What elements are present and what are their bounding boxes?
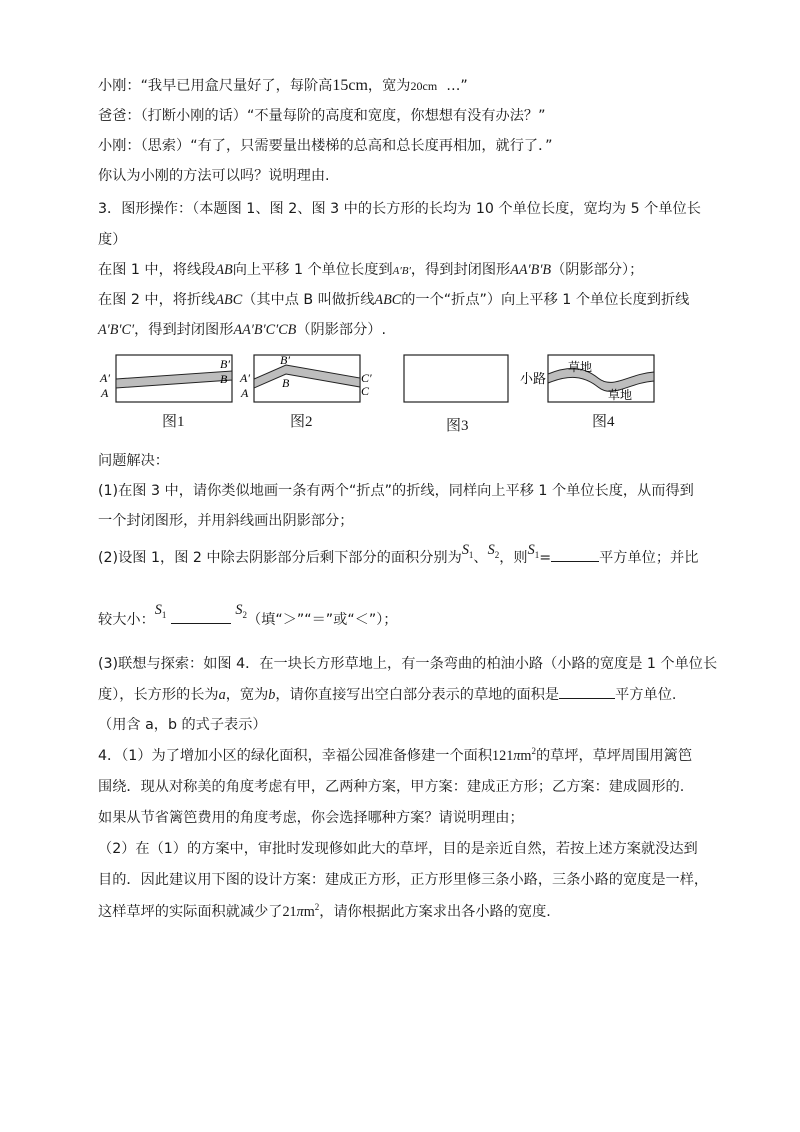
part2-line-2: [98, 602, 398, 631]
math-term: A′B′: [392, 265, 411, 277]
math-s1: [462, 542, 474, 558]
fig2-label-b: B: [282, 376, 290, 390]
q4-line-6: [98, 902, 551, 923]
part1-line-1: (1)在图 3 中，请你类似地画一条有两个“折点”的折线，同样向上平移 1 个单位长度，从而得到: [98, 483, 694, 499]
text-segment: 在图 2 中，将折线: [98, 292, 216, 308]
math-subscript: 2: [242, 610, 247, 620]
area-value: 121: [492, 748, 514, 764]
text-segment: ，宽为: [367, 78, 411, 94]
text-segment: （阴影部分）；: [551, 262, 644, 278]
fig2-label-c: C: [361, 384, 370, 398]
text-segment: ，请你直接写出空白部分表示的草地的面积是: [275, 687, 560, 703]
part3-line-3: （用含 a，b 的式子表示）: [98, 717, 267, 733]
math-superscript: 2: [314, 902, 320, 912]
math-var-a: a: [218, 687, 226, 703]
math-symbol: S: [487, 542, 495, 558]
figure-row: [98, 352, 678, 432]
text-segment: 向上平移 1 个单位长度到: [232, 262, 393, 278]
text-segment: ，请你根据此方案求出各小路的宽度.: [319, 904, 551, 920]
math-unit: m: [303, 904, 315, 920]
width-value: 20cm: [410, 79, 438, 93]
fig2-label-a-prime: A′: [240, 371, 250, 385]
text-segment: =: [539, 550, 552, 566]
math-subscript: 1: [534, 550, 540, 560]
math-superscript: 2: [531, 746, 536, 756]
math-pi: π: [513, 748, 521, 764]
text-segment: ，宽为: [225, 687, 269, 703]
fig3-caption: 图3: [446, 418, 469, 434]
text-segment: 较大小：: [98, 612, 155, 628]
fig1-caption: 图1: [162, 414, 185, 430]
question-line: 你认为小刚的方法可以吗？说明理由.: [98, 168, 330, 184]
dialogue-line-1: [98, 76, 468, 96]
math-symbol: S: [527, 542, 535, 558]
math-pi: π: [296, 904, 304, 920]
text-segment: …”: [446, 78, 468, 94]
math-s2: [488, 542, 500, 558]
q4-line-2: 围绕．现从对称美的角度考虑有甲，乙两种方案，甲方案：建成正方形；乙方案：建成圆形的.: [98, 779, 685, 795]
q4-line-1: [98, 746, 692, 767]
q4-line-5: 目的．因此建议用下图的设计方案：建成正方形，正方形里修三条小路，三条小路的宽度是一样，: [98, 872, 709, 888]
text-segment: ，则: [499, 550, 528, 566]
solve-title: 问题解决：: [98, 453, 169, 469]
math-symbol: S: [154, 602, 162, 618]
math-unit: m: [520, 748, 532, 764]
fig1-label-b-prime: B′: [220, 357, 230, 371]
text-segment: 、: [473, 550, 488, 566]
math-subscript: 2: [494, 550, 500, 560]
math-term: A′B′C′: [98, 322, 135, 338]
figures-svg: [98, 352, 678, 432]
area-value: 21: [282, 904, 297, 920]
text-segment: 的草坪，草坪周围用篱笆: [535, 748, 693, 764]
text-segment: ，得到封闭图形: [134, 322, 234, 338]
q3-fig2-description-1: [98, 290, 689, 310]
math-subscript: 1: [468, 550, 474, 560]
q3-intro-line-2: 度）: [98, 232, 127, 248]
q3-fig1-description: [98, 260, 643, 281]
q4-line-4: （2）在（1）的方案中，审批时发现修如此大的草坪，目的是亲近自然，若按上述方案就没达到: [98, 841, 698, 857]
text-segment: 4．（1）为了增加小区的绿化面积，幸福公园准备修建一个面积: [98, 748, 493, 764]
math-symbol: S: [461, 542, 469, 558]
fig2-label-b-prime: B′: [280, 353, 290, 367]
figure-4: [520, 355, 654, 402]
text-segment: （填“＞”“＝”或“＜”）；: [246, 612, 398, 628]
math-term: AB: [215, 262, 233, 278]
text-segment: 平方单位.: [615, 687, 677, 703]
fig2-caption: 图2: [290, 414, 313, 430]
speaker-label: 小刚：: [98, 78, 141, 94]
text-segment: 在图 1 中，将线段: [98, 262, 216, 278]
fig4-path-label: 小路: [520, 372, 547, 387]
fig1-label-a: A: [101, 386, 109, 400]
math-var-b: b: [268, 687, 276, 703]
math-term: ABC: [215, 292, 243, 308]
answer-blank-3[interactable]: [559, 698, 615, 699]
figure-2: [239, 353, 372, 402]
fig3-rectangle: [404, 355, 508, 402]
text-segment: 的一个“折点”）向上平移 1 个单位长度到折线: [401, 292, 690, 308]
text-segment: 度），长方形的长为: [98, 687, 219, 703]
answer-blank-2[interactable]: [171, 623, 231, 624]
fig4-grass-label-top: 草地: [568, 360, 593, 374]
fig4-caption: 图4: [592, 414, 615, 430]
q4-line-3: 如果从节省篱笆费用的角度考虑，你会选择哪种方案？请说明理由；: [98, 810, 524, 826]
part1-line-2: 一个封闭图形，并用斜线画出阴影部分；: [98, 513, 354, 529]
math-term: AA′B′C′CB: [233, 322, 297, 338]
figure-1: [99, 355, 232, 402]
figure-3: [404, 355, 508, 402]
fig1-label-a-prime: A′: [100, 371, 110, 385]
math-s1: [155, 602, 167, 618]
text-segment: 平方单位；并比: [599, 550, 699, 566]
text-segment: 这样草坪的实际面积就减少了: [98, 904, 283, 920]
fig2-label-a: A: [241, 386, 249, 400]
text-segment: (2)设图 1，图 2 中除去阴影部分后剩下部分的面积分别为: [98, 550, 462, 566]
part3-line-1: (3)联想与探索：如图 4．在一块长方形草地上，有一条弯曲的柏油小路（小路的宽度是 1 个单位长: [98, 656, 718, 672]
q3-intro-line-1: 3．图形操作：（本题图 1、图 2、图 3 中的长方形的长均为 10 个单位长度，宽均为 5 个单位长: [98, 201, 701, 217]
fig4-grass-label-bottom: 草地: [608, 388, 633, 402]
text-segment: “我早已用盒尺量好了，每阶高: [140, 78, 333, 94]
dialogue-line-3: 小刚：（思索）“有了，只需要量出楼梯的总高和总长度再相加，就行了．”: [98, 138, 553, 154]
fig2-label-c-prime: C′: [361, 371, 372, 385]
q3-fig2-description-2: [98, 320, 386, 340]
text-segment: （阴影部分）.: [296, 322, 386, 338]
math-term: ABC: [374, 292, 402, 308]
text-segment: （其中点 B 叫做折线: [242, 292, 375, 308]
math-term: AA′B′B: [510, 262, 552, 278]
math-subscript: 1: [161, 610, 167, 620]
fig1-label-b: B: [220, 372, 228, 386]
math-s2: [235, 602, 247, 618]
math-symbol: S: [235, 602, 243, 618]
math-s1-again: [528, 542, 540, 558]
part2-line-1: [98, 542, 699, 569]
answer-blank-1[interactable]: [551, 561, 599, 562]
dialogue-line-2: 爸爸：（打断小刚的话）“不量每阶的高度和宽度，你想想有没有办法？”: [98, 108, 546, 124]
height-value: 15cm: [332, 77, 368, 94]
part3-line-2: [98, 685, 676, 705]
text-segment: ，得到封闭图形: [410, 262, 511, 278]
